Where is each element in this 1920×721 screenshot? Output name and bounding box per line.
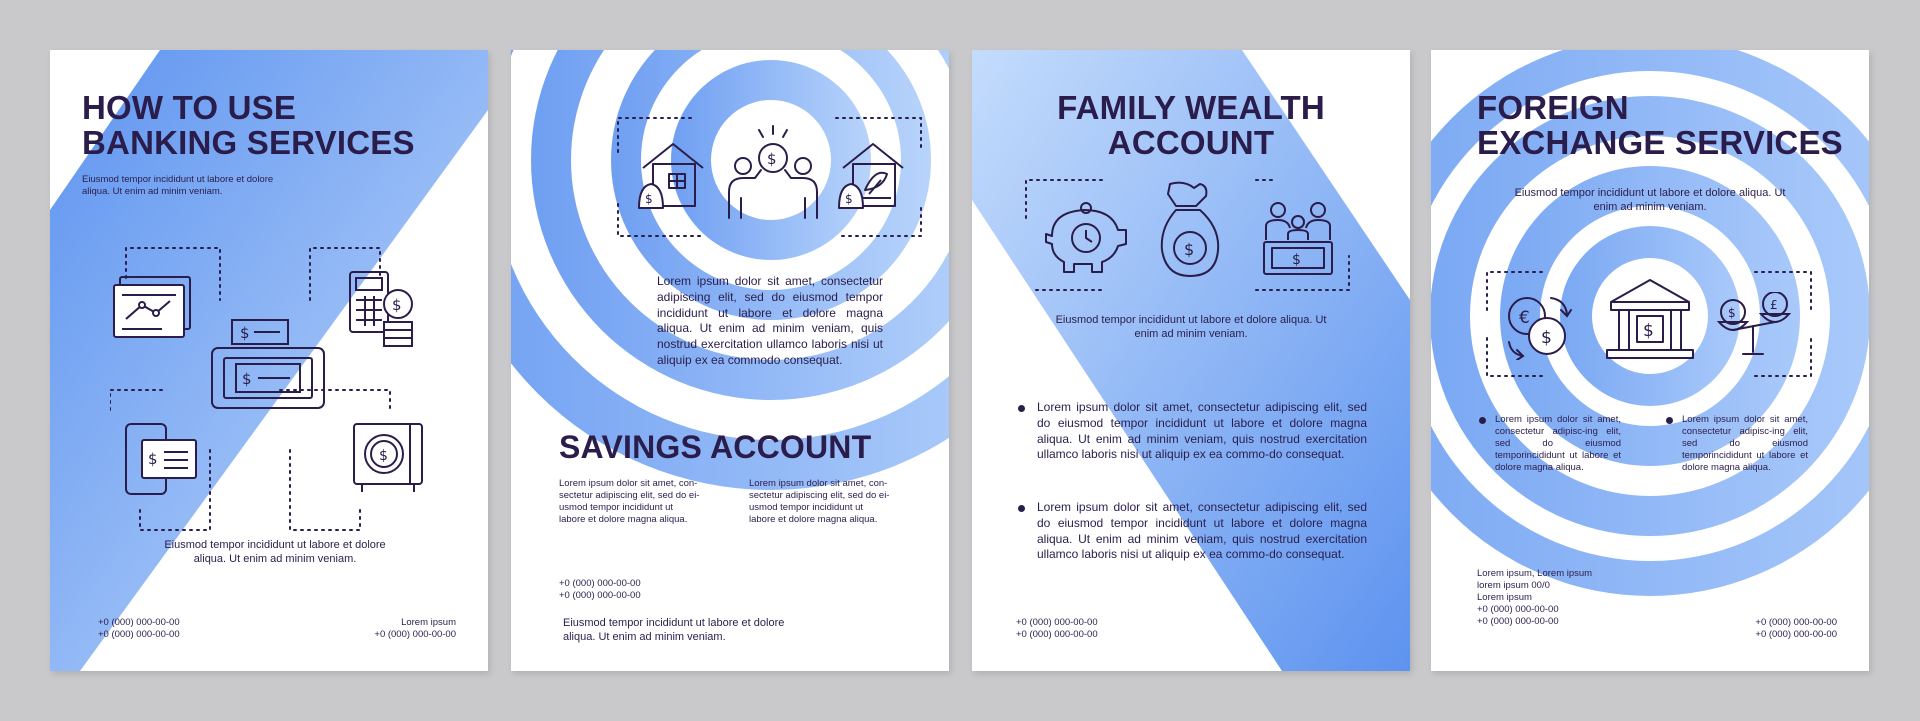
brochure-page-family-wealth — [972, 50, 1410, 671]
svg-text:$: $ — [148, 450, 158, 468]
page-title: HOW TO USE BANKING SERVICES — [82, 89, 415, 161]
svg-text:$: $ — [1541, 328, 1552, 348]
address-contact: Lorem ipsum, Lorem ipsum lorem ipsum 00/0 Lorem ipsum +0 (000) 000-00-00 +0 (000) 000-00-00 — [1477, 568, 1593, 627]
page-title: FOREIGN EXCHANGE SERVICES — [1477, 89, 1843, 161]
phone-numbers: +0 (000) 000-00-00 +0 (000) 000-00-00 — [1755, 617, 1837, 640]
cash-machine-icon — [210, 318, 330, 414]
presentation-chart-icon — [112, 275, 194, 343]
svg-text:$: $ — [240, 324, 250, 342]
bullet-marker — [1018, 405, 1025, 412]
family-cash-icon — [1262, 200, 1334, 276]
svg-text:£: £ — [1770, 298, 1778, 312]
phone-numbers: +0 (000) 000-00-00 +0 (000) 000-00-00 — [1016, 617, 1098, 640]
currency-exchange-icon — [1505, 292, 1577, 360]
svg-text:$: $ — [379, 448, 388, 464]
intro-text: Eiusmod tempor incididunt ut labore et dolore aliqua. Ut enim ad minim veniam. — [82, 174, 274, 197]
svg-text:$: $ — [242, 370, 252, 388]
bullet-marker — [1018, 505, 1025, 512]
caption-text: Eiusmod tempor incididunt ut labore et dolore aliqua. Ut enim ad minim veniam. — [164, 539, 386, 565]
svg-text:$: $ — [1643, 321, 1654, 341]
bullet-text-1: Lorem ipsum dolor sit amet, consectetur adipisc-ing elit, sed do eiusmod temporincididunt ut labore et dolore magna aliqua. — [1495, 414, 1621, 473]
brochure-page-banking-services — [50, 50, 488, 671]
mobile-payment-icon — [124, 422, 200, 498]
svg-text:$: $ — [767, 150, 777, 168]
bank-building-icon — [1605, 276, 1695, 366]
svg-text:$: $ — [645, 192, 653, 206]
money-bag-hand-icon — [1156, 178, 1226, 284]
svg-text:$: $ — [392, 296, 402, 314]
bullet-marker — [1479, 417, 1486, 424]
house-money-icon — [635, 138, 711, 214]
svg-text:€: € — [1519, 308, 1530, 328]
svg-text:$: $ — [1184, 240, 1195, 259]
svg-text:$: $ — [1292, 252, 1301, 268]
safe-icon — [352, 422, 426, 494]
people-coin-icon — [725, 122, 821, 222]
brochure-page-foreign-exchange — [1431, 50, 1869, 671]
contact-info: Lorem ipsum +0 (000) 000-00-00 — [374, 617, 456, 640]
phone-numbers: +0 (000) 000-00-00 +0 (000) 000-00-00 — [98, 617, 180, 640]
piggy-bank-clock-icon — [1042, 200, 1132, 276]
page-title: FAMILY WEALTH ACCOUNT — [1057, 89, 1325, 161]
caption-text: Eiusmod tempor incididunt ut labore et dolore aliqua. Ut enim ad minim veniam. — [1514, 187, 1786, 213]
column-text-right: Lorem ipsum dolor sit amet, con- sectetur adipiscing elit, sed do ei- usmod tempor incididunt ut labore et dolore magna aliqua. — [749, 478, 890, 525]
bullet-text-2: Lorem ipsum dolor sit amet, consectetur adipisc-ing elit, sed do eiusmod temporincididunt ut labore et dolore magna aliqua. — [1682, 414, 1808, 473]
phone-numbers: +0 (000) 000-00-00 +0 (000) 000-00-00 — [559, 578, 641, 601]
caption-text: Eiusmod tempor incididunt ut labore et dolore aliqua. Ut enim ad minim veniam. — [1055, 314, 1327, 340]
house-growth-icon — [835, 138, 911, 214]
bullet-marker — [1666, 417, 1673, 424]
column-text-left: Lorem ipsum dolor sit amet, con- sectetur adipiscing elit, sed do ei- usmod tempor incididunt ut labore et dolore magna aliqua. — [559, 478, 700, 525]
currency-scale-icon — [1715, 292, 1795, 362]
svg-text:$: $ — [1728, 306, 1736, 320]
calculator-coins-icon — [348, 270, 418, 350]
caption-text: Eiusmod tempor incididunt ut labore et dolore aliqua. Ut enim ad minim veniam. — [563, 617, 785, 643]
savings-paragraph: Lorem ipsum dolor sit amet, consectetur adipiscing elit, sed do eiusmod tempor incididunt ut labore et dolore magna aliqua. Ut enim ad minim veniam, quis nostrud exercitation ullamco laboris nisi ut aliquip ex ea commodo consequat. — [657, 274, 883, 367]
brochure-page-savings-account — [511, 50, 949, 671]
bullet-text-2: Lorem ipsum dolor sit amet, consectetur adipiscing elit, sed do eiusmod tempor incididunt ut labore et dolore magna aliqua. Ut enim ad minim veniam, quis nostrud exercitation ullamco laboris nisi ut aliquip ex ea commo-do consequat. — [1037, 500, 1367, 562]
page-title: SAVINGS ACCOUNT — [559, 429, 872, 465]
svg-text:$: $ — [845, 192, 853, 206]
bullet-text-1: Lorem ipsum dolor sit amet, consectetur adipiscing elit, sed do eiusmod tempor incididunt ut labore et dolore magna aliqua. Ut enim ad minim veniam, quis nostrud exercitation ullamco laboris nisi ut aliquip ex ea commo-do consequat. — [1037, 400, 1367, 462]
